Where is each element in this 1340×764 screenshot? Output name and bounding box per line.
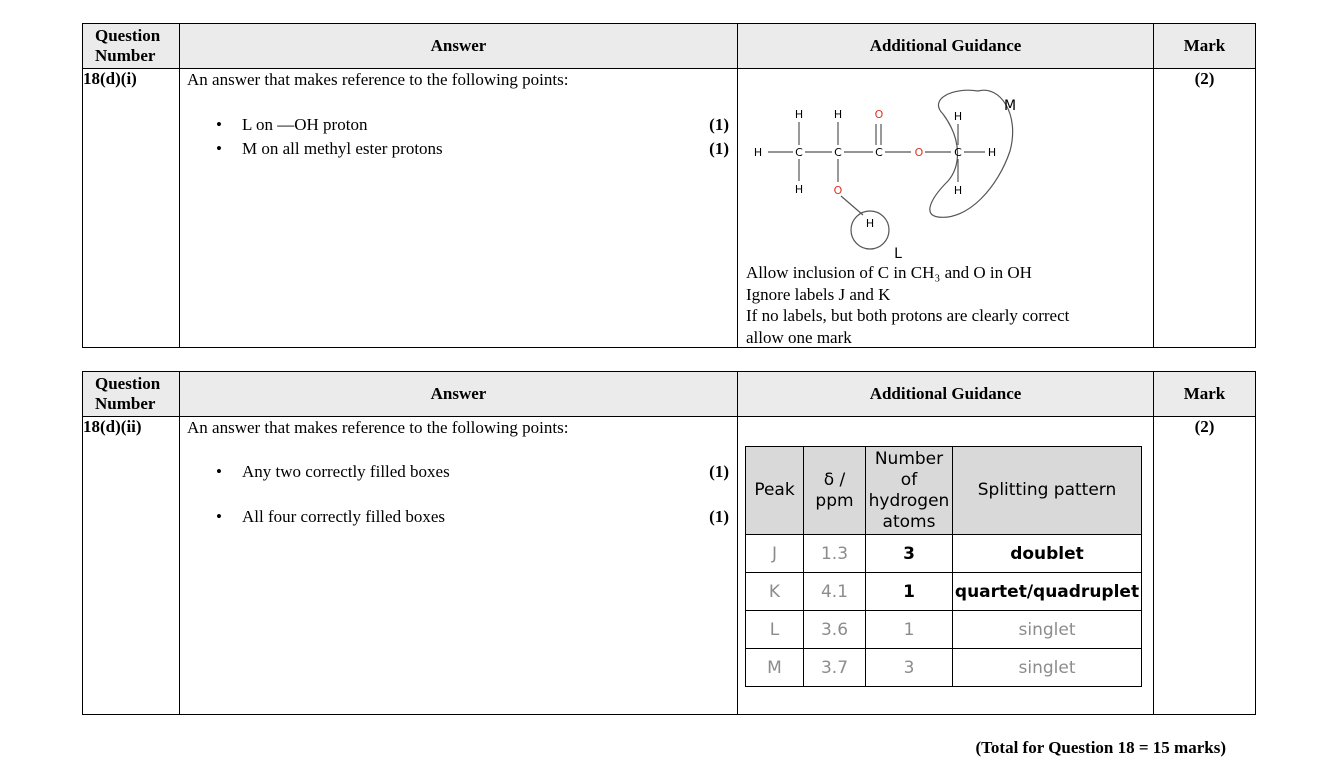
atom-label-oxygen: O: [914, 146, 924, 159]
nmr-header-peak: Peak: [746, 447, 804, 535]
mark-scheme-table-1: [82, 23, 1256, 348]
guidance-line: Allow inclusion of C in CH₃ and O in OH: [746, 263, 1032, 282]
atom-label: C: [795, 146, 803, 159]
guidance-line: allow one mark: [746, 327, 852, 347]
guidance-header: Additional Guidance: [738, 372, 1154, 417]
nmr-shift: 3.7: [804, 649, 866, 687]
answer-intro: An answer that makes reference to the following points:: [187, 418, 569, 437]
atom-label: C: [875, 146, 883, 159]
nmr-splitting: singlet: [953, 649, 1142, 687]
guidance-line: Ignore labels J and K: [746, 284, 891, 304]
atom-label: H: [794, 183, 804, 196]
nmr-shift: 3.6: [804, 611, 866, 649]
guidance-line: If no labels, but both protons are clearly correct: [746, 306, 1070, 325]
nmr-splitting: quartet/quadruplet: [953, 573, 1142, 611]
point-mark: (1): [709, 462, 729, 481]
guidance-cell: [738, 69, 1154, 348]
guidance-cell: [738, 417, 1154, 715]
atom-label: H: [865, 217, 875, 230]
point-mark: (1): [709, 115, 729, 134]
atom-label-oxygen: O: [833, 184, 843, 197]
nmr-header-hydrogens: Number of hydrogen atoms: [866, 447, 953, 535]
atom-label: H: [833, 108, 843, 121]
answer-intro: An answer that makes reference to the following points:: [187, 70, 569, 89]
mark-header: Mark: [1154, 24, 1256, 69]
total-mark: (2): [1154, 69, 1256, 348]
atom-label-oxygen: O: [874, 108, 884, 121]
atom-label: H: [953, 110, 963, 123]
mark-header: Mark: [1154, 372, 1256, 417]
atom-label: C: [954, 146, 962, 159]
nmr-splitting: doublet: [953, 535, 1142, 573]
label-M: M: [1003, 98, 1017, 114]
guidance-header: Additional Guidance: [738, 24, 1154, 69]
atom-label: H: [794, 108, 804, 121]
nmr-header-splitting: Splitting pattern: [953, 447, 1142, 535]
label-L: L: [894, 246, 902, 262]
answer-point: • M on all methyl ester protons: [216, 139, 443, 158]
nmr-splitting: singlet: [953, 611, 1142, 649]
nmr-peak: L: [746, 611, 804, 649]
total-mark: (2): [1154, 417, 1256, 715]
atom-label: H: [953, 184, 963, 197]
question-number: 18(d)(i): [83, 69, 180, 348]
answer-point: • All four correctly filled boxes: [216, 507, 445, 526]
nmr-header-shift: δ / ppm: [804, 447, 866, 535]
answer-point-text: Any two correctly filled boxes: [242, 462, 450, 481]
answer-point-text: L on —OH proton: [242, 115, 368, 134]
nmr-shift: 4.1: [804, 573, 866, 611]
mark-scheme-table-2: [82, 371, 1256, 715]
answer-point-text: M on all methyl ester protons: [242, 139, 443, 158]
nmr-hydrogens: 3: [866, 535, 953, 573]
nmr-peak: J: [746, 535, 804, 573]
question-number: 18(d)(ii): [83, 417, 180, 715]
answer-cell: [180, 69, 738, 348]
nmr-hydrogens: 1: [866, 573, 953, 611]
answer-cell: [180, 417, 738, 715]
question-number-header: Question Number: [83, 24, 180, 69]
atom-label: H: [987, 146, 997, 159]
nmr-peak: K: [746, 573, 804, 611]
nmr-shift: 1.3: [804, 535, 866, 573]
answer-point: • Any two correctly filled boxes: [216, 462, 450, 481]
answer-header: Answer: [180, 24, 738, 69]
question-number-header: Question Number: [83, 372, 180, 417]
point-mark: (1): [709, 139, 729, 158]
nmr-hydrogens: 1: [866, 611, 953, 649]
answer-point: • L on —OH proton: [216, 115, 368, 134]
molecule-structure-diagram: [738, 69, 1154, 264]
answer-point-text: All four correctly filled boxes: [242, 507, 445, 526]
answer-header: Answer: [180, 372, 738, 417]
nmr-hydrogens: 3: [866, 649, 953, 687]
point-mark: (1): [709, 507, 729, 526]
guidance-text: [746, 262, 1069, 348]
nmr-peak: M: [746, 649, 804, 687]
atom-label: C: [834, 146, 842, 159]
question-total: (Total for Question 18 = 15 marks): [975, 738, 1226, 757]
nmr-table: [745, 446, 1142, 687]
atom-label: H: [753, 146, 763, 159]
